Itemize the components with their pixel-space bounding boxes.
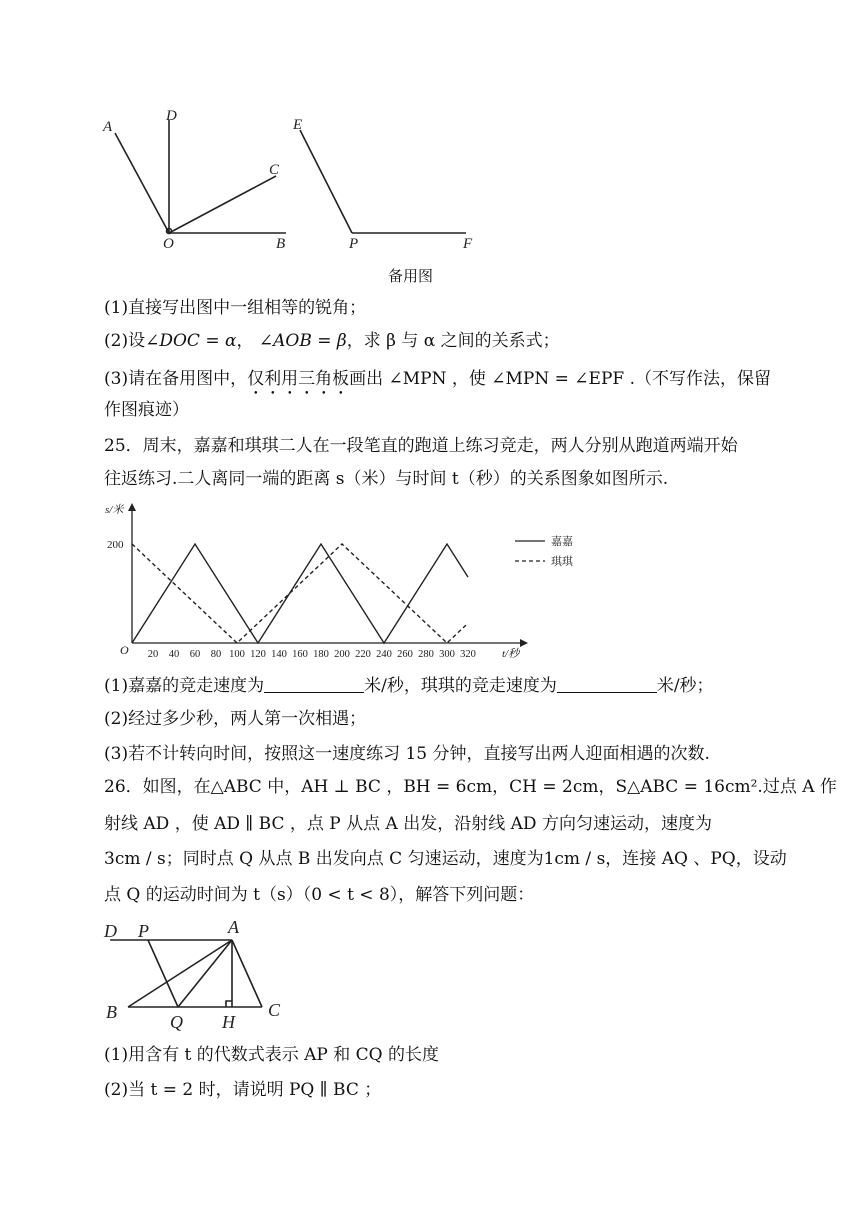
ray-OA [115, 133, 169, 233]
ray-OC [169, 176, 276, 233]
q26-stem-line1: 26．如图，在△ABC 中，AH ⊥ BC ，BH = 6cm，CH = 2cm，S△ABC = 16cm².过点 A 作 [104, 777, 837, 797]
label-P: P [349, 236, 359, 252]
x-axis-label: t/秒 [502, 648, 520, 660]
label-O: O [163, 236, 174, 252]
x-tick-label: 320 [460, 649, 476, 660]
answer-blank[interactable] [264, 676, 364, 693]
x-tick-label: 20 [147, 649, 159, 660]
segment-AQ [178, 940, 232, 1007]
x-tick-label: 80 [210, 649, 222, 660]
q26-stem-line4: 点 Q 的运动时间为 t（s）（0 < t < 8），解答下列问题： [104, 885, 535, 905]
q24-part1: (1)直接写出图中一组相等的锐角； [104, 298, 367, 318]
answer-blank[interactable] [557, 676, 657, 693]
label-Q: Q [170, 1012, 183, 1032]
series-line-2 [132, 544, 468, 643]
label-E: E [293, 117, 303, 133]
q24-part3: (3)请在备用图中，仅利用三角板画出 ∠MPN ，使 ∠MPN = ∠EPF .（不写作法，保留 [104, 369, 771, 389]
label-D: D [166, 108, 177, 124]
q26-stem-line3: 3cm / s；同时点 Q 从点 B 出发向点 C 匀速运动，速度为1cm / s，连接 AQ 、PQ，设动 [104, 849, 787, 869]
x-tick-label: 220 [355, 649, 371, 660]
figure-caption: 备用图 [388, 267, 434, 285]
y-axis-label: s/米 [105, 504, 124, 516]
series-line-1 [132, 544, 468, 643]
q26-part1: (1)用含有 t 的代数式表示 AP 和 CQ 的长度 [104, 1045, 439, 1065]
label-H: H [222, 1012, 235, 1032]
legend-label-1: 嘉嘉 [551, 536, 573, 548]
label-A: A [103, 119, 113, 135]
segment-AC [232, 940, 262, 1007]
label-P: P [138, 921, 149, 941]
x-tick-label: 260 [397, 649, 413, 660]
x-tick-label: 140 [271, 649, 287, 660]
y-tick-label: 200 [107, 539, 124, 551]
x-axis-arrow [520, 639, 528, 647]
x-tick-label: 280 [418, 649, 434, 660]
segment-AB [128, 940, 232, 1007]
q25-stem-line1: 25．周末，嘉嘉和琪琪二人在一段笔直的跑道上练习竞走，两人分别从跑道两端开始 [104, 436, 738, 456]
q25-part3: (3)若不计转向时间，按照这一速度练习 15 分钟，直接写出两人迎面相遇的次数. [104, 744, 710, 764]
label-F: F [463, 236, 473, 252]
q25-part2: (2)经过多少秒，两人第一次相遇； [104, 709, 367, 729]
label-C: C [269, 162, 280, 178]
x-tick-label: 240 [376, 649, 392, 660]
x-tick-label: 180 [313, 649, 329, 660]
x-tick-label: 200 [334, 649, 350, 660]
angle-figure [95, 100, 495, 260]
x-tick-label: 60 [189, 649, 201, 660]
triangle-figure [100, 915, 300, 1035]
x-tick-label: 300 [439, 649, 455, 660]
distance-time-chart [95, 495, 595, 665]
label-B: B [106, 1002, 117, 1022]
legend-label-2: 琪琪 [551, 556, 573, 568]
label-C: C [268, 1000, 281, 1020]
ray-PE [300, 130, 352, 233]
x-tick-label: 100 [229, 649, 245, 660]
origin-label: O [120, 643, 129, 657]
label-A: A [228, 917, 239, 937]
q26-stem-line2: 射线 AD ，使 AD ∥ BC ，点 P 从点 A 出发，沿射线 AD 方向匀速运动，速度为 [104, 814, 712, 834]
q25-part1: (1)嘉嘉的竞走速度为 米/秒，琪琪的竞走速度为 米/秒； [104, 676, 714, 696]
y-axis-arrow [128, 503, 136, 511]
x-tick-label: 160 [292, 649, 308, 660]
right-angle-mark [226, 1001, 232, 1007]
segment-PQ [148, 940, 178, 1007]
label-B: B [276, 236, 286, 252]
q24-part3-cont: 作图痕迹） [104, 400, 189, 420]
q24-part2: (2)设∠DOC = α， ∠AOB = β，求 β 与 α 之间的关系式； [104, 331, 560, 351]
x-tick-label: 40 [168, 649, 180, 660]
x-tick-label: 120 [250, 649, 266, 660]
q26-part2: (2)当 t = 2 时，请说明 PQ ∥ BC ； [104, 1080, 382, 1100]
q25-stem-line2: 往返练习.二人离同一端的距离 s（米）与时间 t（秒）的关系图象如图所示. [104, 469, 669, 489]
label-D: D [104, 921, 117, 941]
